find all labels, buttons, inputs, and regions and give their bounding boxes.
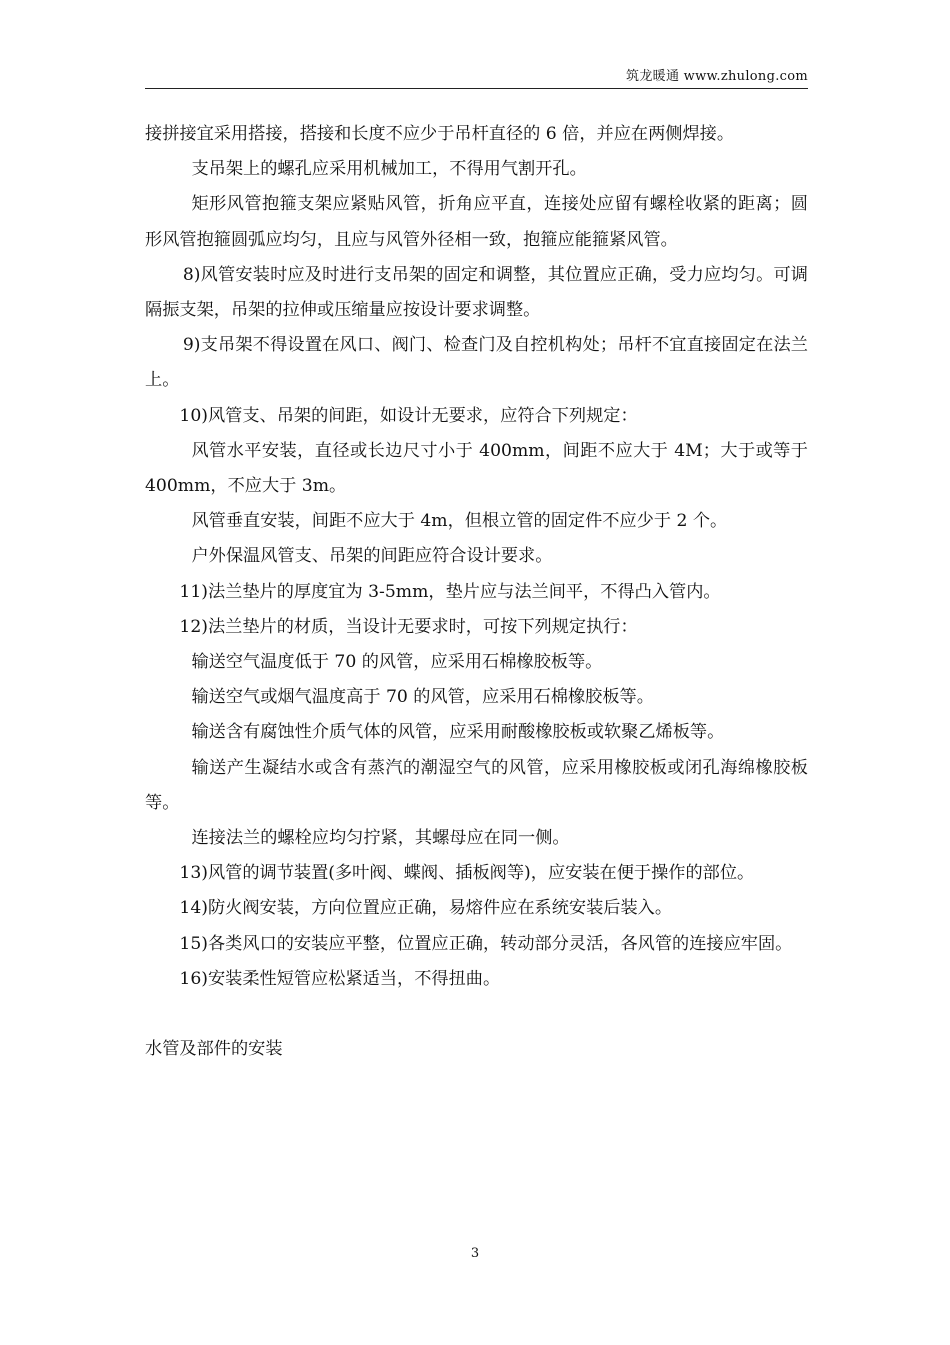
paragraph-item-16: 16)安装柔性短管应松紧适当，不得扭曲。 xyxy=(179,968,501,989)
paragraph-gasket-humid: 输送产生凝结水或含有蒸汽的潮湿空气的风管，应采用橡胶板或闭孔海绵橡胶板等。 xyxy=(145,757,808,813)
paragraph-gasket-high-temp: 输送空气或烟气温度高于 70 的风管，应采用石棉橡胶板等。 xyxy=(191,687,654,708)
section-heading: 水管及部件的安装 xyxy=(145,1039,283,1060)
paragraph-vertical-spacing: 风管垂直安装，间距不应大于 4m，但根立管的固定件不应少于 2 个。 xyxy=(191,511,728,532)
page-header: 筑龙暖通 www.zhulong.com xyxy=(626,69,808,84)
paragraph-flange-bolts: 连接法兰的螺栓应均匀拧紧，其螺母应在同一侧。 xyxy=(191,828,570,849)
section-spacer xyxy=(145,997,808,1032)
paragraph-welding-continuation: 接拼接宜采用搭接，搭接和长度不应少于吊杆直径的 6 倍，并应在两侧焊接。 xyxy=(145,124,735,144)
paragraph-item-12: 12)法兰垫片的材质，当设计无要求时，可按下列规定执行： xyxy=(179,616,638,637)
paragraph-horizontal-spacing: 风管水平安装，直径或长边尺寸小于 400mm，间距不应大于 4M；大于或等于 400mm，不应大于 3m。 xyxy=(145,440,808,497)
paragraph-duct-clamp: 矩形风管抱箍支架应紧贴风管，折角应平直，连接处应留有螺栓收紧的距离；圆形风管抱箍圆弧应均匀，且应与风管外径相一致，抱箍应能箍紧风管。 xyxy=(145,194,808,250)
paragraph-bolt-holes: 支吊架上的螺孔应采用机械加工，不得用气割开孔。 xyxy=(191,159,587,180)
paragraph-item-11: 11)法兰垫片的厚度宜为 3-5mm，垫片应与法兰间平，不得凸入管内。 xyxy=(179,581,721,602)
page-number: 3 xyxy=(470,1246,480,1261)
document-body xyxy=(145,117,808,1067)
header-divider xyxy=(145,88,808,89)
paragraph-outdoor-spacing: 户外保温风管支、吊架的间距应符合设计要求。 xyxy=(191,546,553,567)
paragraph-item-15: 15)各类风口的安装应平整，位置应正确，转动部分灵活，各风管的连接应牢固。 xyxy=(179,933,793,954)
paragraph-item-13: 13)风管的调节装置(多叶阀、蝶阀、插板阀等)，应安装在便于操作的部位。 xyxy=(179,863,755,884)
paragraph-item-8: 8)风管安装时应及时进行支吊架的固定和调整，其位置应正确，受力应均匀。可调隔振支架，吊架的拉伸或压缩量应按设计要求调整。 xyxy=(145,264,808,321)
paragraph-item-10: 10)风管支、吊架的间距，如设计无要求，应符合下列规定： xyxy=(179,405,638,426)
paragraph-gasket-corrosive: 输送含有腐蚀性介质气体的风管，应采用耐酸橡胶板或软聚乙烯板等。 xyxy=(191,722,725,743)
paragraph-item-14: 14)防火阀安装，方向位置应正确，易熔件应在系统安装后装入。 xyxy=(179,898,673,919)
paragraph-gasket-low-temp: 输送空气温度低于 70 的风管，应采用石棉橡胶板等。 xyxy=(191,652,603,673)
paragraph-item-9: 9)支吊架不得设置在风口、阀门、检查门及自控机构处；吊杆不宜直接固定在法兰上。 xyxy=(145,335,808,391)
